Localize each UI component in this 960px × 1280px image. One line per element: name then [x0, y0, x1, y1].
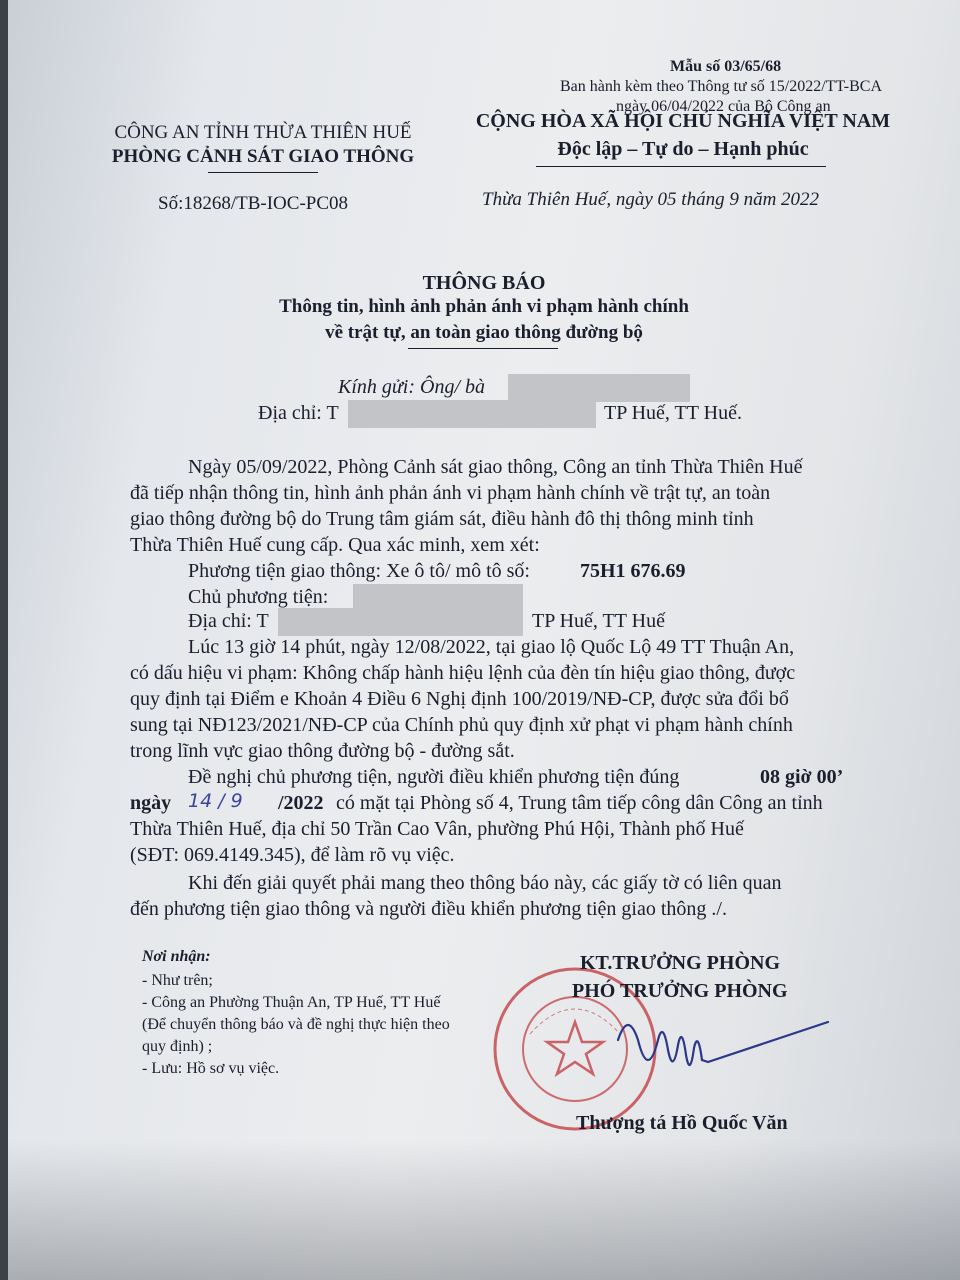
vehicle-label: Phương tiện giao thông: Xe ô tô/ mô tô số: [188, 560, 530, 582]
appointment-year: /2022 [278, 792, 324, 814]
paragraph-4-line-2: đến phương tiện giao thông và người điều khiển phương tiện giao thông ./. [130, 898, 727, 920]
country-name: CỘNG HÒA XÃ HỘI CHỦ NGHĨA VIỆT NAM [475, 110, 891, 132]
paragraph-3-line-2: có mặt tại Phòng số 4, Trung tâm tiếp công dân Công an tỉnh [336, 792, 823, 814]
place-and-date: Thừa Thiên Huế, ngày 05 tháng 9 năm 2022 [482, 189, 820, 210]
form-issued-line-1: Ban hành kèm theo Thông tư số 15/2022/TT-BCA [560, 78, 882, 95]
recipients-list [142, 970, 450, 1080]
recipients-item: quy định) ; [142, 1038, 213, 1055]
document-subtitle-1: Thông tin, hình ảnh phản ánh vi phạm hành chính [279, 296, 689, 317]
recipients-item: - Lưu: Hồ sơ vụ việc. [142, 1060, 280, 1077]
owner-address-label: Địa chỉ: T [188, 610, 269, 632]
appointment-time: 08 giờ 00’ [760, 766, 844, 788]
document-subtitle-2: về trật tự, an toàn giao thông đường bộ [325, 322, 643, 343]
recipient-address-tail: TP Huế, TT Huế. [604, 402, 742, 424]
paragraph-1-line-3: giao thông đường bộ do Trung tâm giám sát, điều hành đô thị thông minh tỉnh [130, 508, 754, 530]
redacted-owner-address [278, 608, 523, 636]
paragraph-1-line-2: đã tiếp nhận thông tin, hình ảnh phản ánh vi phạm hành chính về trật tự, an toàn [130, 482, 771, 504]
document-page [8, 0, 960, 1280]
agency-name: PHÒNG CẢNH SÁT GIAO THÔNG [111, 146, 415, 167]
agency-underline [208, 172, 318, 173]
recipient-label: Kính gửi: Ông/ bà [338, 376, 486, 398]
recipients-item: (Để chuyển thông báo và đề nghị thực hiện theo [142, 1016, 450, 1033]
paragraph-3-line-3: Thừa Thiên Huế, địa chỉ 50 Trần Cao Vân, phường Phú Hội, Thành phố Huế [130, 818, 744, 840]
appointment-day-label: ngày [130, 792, 172, 814]
appointment-day-handwritten: 14 / 9 [188, 790, 243, 812]
redacted-recipient-name [508, 374, 690, 402]
paragraph-1-line-1: Ngày 05/09/2022, Phòng Cảnh sát giao thông, Công an tỉnh Thừa Thiên Huế [188, 456, 803, 478]
paragraph-3-line-1: Đề nghị chủ phương tiện, người điều khiển phương tiện đúng [188, 766, 680, 788]
motto-underline [536, 166, 826, 167]
handwritten-signature [598, 1000, 838, 1110]
paragraph-4-line-1: Khi đến giải quyết phải mang theo thông báo này, các giấy tờ có liên quan [188, 872, 782, 894]
recipients-title: Nơi nhận: [142, 948, 211, 965]
recipient-address-label: Địa chỉ: T [258, 402, 339, 424]
form-issued-line-2: ngày 06/04/2022 của Bộ Công an [616, 98, 831, 115]
signature-title-1: KT.TRƯỞNG PHÒNG [580, 952, 780, 974]
paragraph-2-line-1: Lúc 13 giờ 14 phút, ngày 12/08/2022, tại giao lộ Quốc Lộ 49 TT Thuận An, [188, 636, 795, 658]
subtitle-underline [408, 348, 558, 349]
signature-title-2: PHÓ TRƯỞNG PHÒNG [572, 980, 788, 1002]
paragraph-2-line-4: sung tại NĐ123/2021/NĐ-CP của Chính phủ quy định xử phạt vi phạm hành chính [130, 714, 793, 736]
vehicle-plate: 75H1 676.69 [580, 560, 686, 582]
paragraph-2-line-3: quy định tại Điểm e Khoản 4 Điều 6 Nghị định 100/2019/NĐ-CP, được sửa đổi bổ [130, 688, 789, 710]
paragraph-1-line-4: Thừa Thiên Huế cung cấp. Qua xác minh, xem xét: [130, 534, 540, 556]
paragraph-2-line-5: trong lĩnh vực giao thông đường bộ - đường sắt. [130, 740, 515, 762]
document-number: Số:18268/TB-IOC-PC08 [158, 193, 349, 214]
agency-parent: CÔNG AN TỈNH THỪA THIÊN HUẾ [114, 122, 412, 143]
recipients-item: - Công an Phường Thuận An, TP Huế, TT Huế [142, 994, 441, 1011]
paragraph-2-line-2: có dấu hiệu vi phạm: Không chấp hành hiệu lệnh của đèn tín hiệu giao thông, được [130, 662, 796, 684]
redacted-recipient-address [348, 400, 596, 428]
owner-address-tail: TP Huế, TT Huế [532, 610, 665, 632]
national-motto: Độc lập – Tự do – Hạnh phúc [557, 138, 809, 160]
paragraph-3-line-4: (SĐT: 069.4149.345), để làm rõ vụ việc. [130, 844, 455, 866]
form-number: Mẫu số 03/65/68 [670, 58, 782, 75]
recipients-item: - Như trên; [142, 972, 213, 989]
owner-label: Chủ phương tiện: [188, 586, 329, 608]
document-title: THÔNG BÁO [422, 272, 546, 294]
signer-name: Thượng tá Hồ Quốc Văn [576, 1112, 788, 1134]
